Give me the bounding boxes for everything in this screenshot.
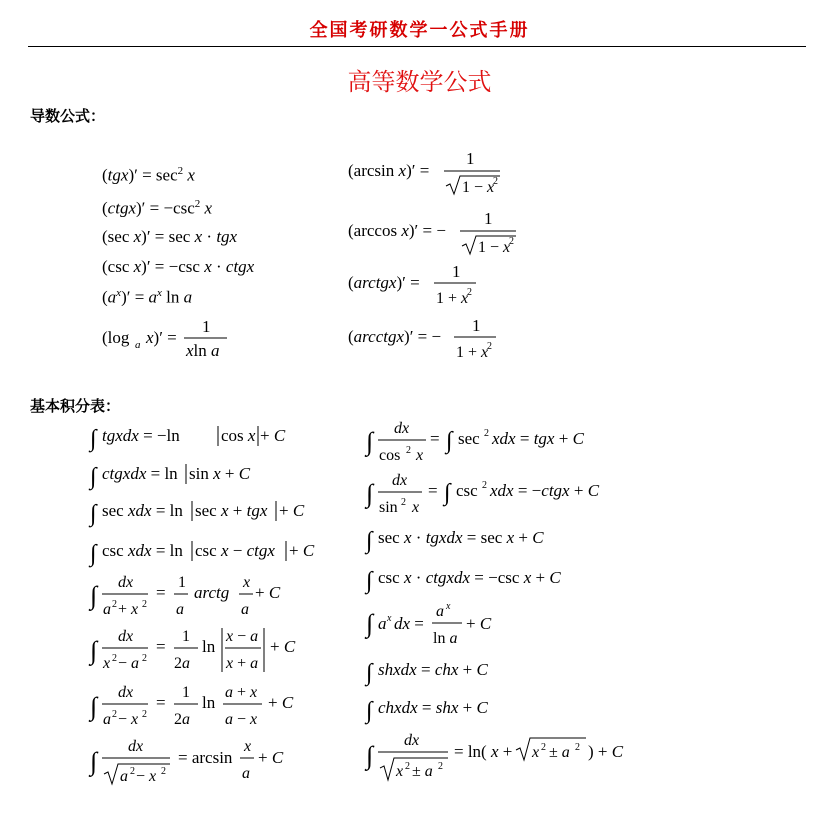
svg-text:csc: csc [456,481,478,500]
svg-text:a + x: a + x [225,684,258,701]
svg-text:∫: ∫ [366,427,374,456]
svg-text:− x: − x [118,711,139,728]
svg-text:) + C: ) + C [588,742,624,761]
svg-text:2: 2 [575,742,580,753]
svg-text:2: 2 [142,599,147,610]
svg-text:2: 2 [467,287,472,298]
svg-text:dx =: dx = [394,614,424,633]
svg-text:∫: ∫ [90,747,98,776]
svg-text:1: 1 [466,149,475,168]
formula-integral-sec [90,497,320,529]
svg-text:2: 2 [112,653,117,664]
svg-text:2: 2 [142,653,147,664]
svg-text:1: 1 [182,628,190,645]
svg-text:xln a: xln a [186,341,220,360]
svg-text:∫: ∫ [366,698,373,724]
formula-derivative-log [102,316,242,360]
svg-text:sec xdx = ln: sec xdx = ln [102,501,183,520]
svg-text:1: 1 [178,574,186,591]
formula-derivative-arccos [348,208,528,258]
formula-integral-ctgx [90,460,280,492]
svg-text:+ C: + C [466,614,492,633]
svg-text:2: 2 [509,236,514,247]
svg-text:1: 1 [472,316,481,335]
svg-text:∫: ∫ [444,480,451,506]
svg-text:2: 2 [484,428,489,439]
svg-text:= arcsin: = arcsin [178,748,233,767]
svg-text:2: 2 [112,599,117,610]
formula-derivative-arctg [348,262,498,310]
svg-text:2: 2 [401,497,406,508]
svg-text:1 − x: 1 − x [462,179,495,196]
svg-text:∫: ∫ [446,428,453,454]
formula-integral-sh [366,656,526,688]
svg-text:+ C: + C [270,637,296,656]
svg-text:a: a [176,601,184,618]
svg-text:(arcctgx)′ = −: (arcctgx)′ = − [348,327,442,346]
svg-text:x: x [387,613,392,624]
formula-integral-sec-tg [366,524,586,556]
svg-text:a: a [242,765,250,782]
formula-integral-ch [366,694,526,726]
svg-text:∫: ∫ [90,501,97,527]
svg-text:=: = [156,583,166,602]
svg-text:=: = [156,693,166,712]
svg-text:∫: ∫ [90,692,98,721]
formula-integral-arcsin [90,736,300,788]
svg-text:sec x + tgx: sec x + tgx [195,501,268,520]
svg-text:2: 2 [112,709,117,720]
svg-text:csc x − ctgx: csc x − ctgx [195,541,275,560]
svg-text:xdx = −ctgx + C: xdx = −ctgx + C [490,481,600,500]
svg-text:cos x: cos x [221,426,256,445]
svg-text:2: 2 [493,176,498,187]
svg-text:∫: ∫ [90,636,98,665]
formula-derivative-arcctg [348,316,508,364]
svg-text:csc xdx = ln: csc xdx = ln [102,541,183,560]
svg-text:dx: dx [118,574,134,591]
svg-text:dx: dx [128,738,144,755]
formula-derivative-exp: $(a^x)' = a^x$ ln a [102,287,193,307]
svg-text:ln: ln [202,693,216,712]
svg-text:1: 1 [182,684,190,701]
svg-text:− a: − a [118,655,140,672]
svg-text:(log: (log [102,328,130,347]
svg-text:a: a [103,711,111,728]
svg-text:(arcsin x)′ =: (arcsin x)′ = [348,161,430,180]
svg-text:=: = [430,429,440,448]
svg-text:x: x [446,601,451,612]
svg-text:+ C: + C [268,693,294,712]
svg-text:1 + x: 1 + x [456,344,489,361]
svg-text:x: x [103,655,111,672]
svg-text:ln: ln [202,637,216,656]
svg-text:x: x [243,574,251,591]
svg-text:sec x · tgxdx = sec x + C: sec x · tgxdx = sec x + C [378,528,544,547]
svg-text:2: 2 [487,341,492,352]
svg-text:∫: ∫ [90,581,98,610]
svg-text:2: 2 [130,766,135,777]
svg-text:a: a [378,614,387,633]
svg-text:= ln( x +: = ln( x + [454,742,513,761]
svg-text:∫: ∫ [90,541,97,567]
svg-text:arctg: arctg [194,583,230,602]
svg-text:1 − x: 1 − x [478,239,511,256]
formula-derivative-csc: (csc x)′ = −csc x · ctgx [102,257,255,276]
svg-text:± a: ± a [549,744,570,761]
svg-text:sin x + C: sin x + C [189,464,251,483]
svg-text:2a: 2a [174,711,190,728]
svg-text:x − a: x − a [226,628,259,645]
page-title: 高等数学公式 [347,68,492,96]
svg-text:(arctgx)′ =: (arctgx)′ = [348,273,420,292]
svg-text:a: a [135,339,141,351]
svg-text:+ x: + x [118,601,139,618]
svg-text:sin: sin [379,499,398,516]
svg-text:+ C: + C [258,748,284,767]
svg-text:x: x [396,763,404,780]
svg-text:2: 2 [142,709,147,720]
section-heading-derivatives: 导数公式： [30,107,106,125]
svg-text:ctgxdx = ln: ctgxdx = ln [102,464,178,483]
svg-text:x: x [412,499,420,516]
svg-text:dx: dx [392,472,408,489]
svg-text:1: 1 [484,209,493,228]
svg-text:a: a [103,601,111,618]
svg-text:x: x [244,738,252,755]
svg-text:dx: dx [118,684,134,701]
svg-text:∫: ∫ [366,660,373,686]
svg-text:dx: dx [394,420,410,437]
svg-text:=: = [428,481,438,500]
svg-text:dx: dx [404,732,420,749]
section-heading-integrals: 基本积分表： [30,397,121,415]
svg-text:∫: ∫ [90,464,97,490]
svg-text:∫: ∫ [366,479,374,508]
formula-integral-sin2 [366,470,636,520]
svg-text:=: = [156,637,166,656]
header-rule [28,46,806,47]
svg-text:a: a [436,603,444,620]
svg-text:± a: ± a [412,763,433,780]
formula-derivative-tgx: $(tgx)' = \sec^2 x$ [102,165,195,185]
formula-integral-csc-ctg [366,564,596,596]
svg-text:+ C: + C [255,583,281,602]
formula-integral-tgx [90,422,286,454]
svg-text:a − x: a − x [225,711,258,728]
svg-text:x: x [416,447,424,464]
formula-derivative-sec: (sec x)′ = sec x · tgx [102,227,238,246]
svg-text:∫: ∫ [366,528,373,554]
svg-text:1: 1 [202,317,211,336]
svg-text:∫: ∫ [366,568,373,594]
svg-text:a: a [241,601,249,618]
svg-text:x: x [532,744,540,761]
svg-text:∫: ∫ [366,609,374,638]
svg-text:tgxdx = −ln: tgxdx = −ln [102,426,180,445]
formula-integral-x2-minus-a2 [90,626,310,676]
svg-text:2: 2 [438,761,443,772]
svg-text:2a: 2a [174,655,190,672]
svg-text:csc x · ctgxdx = −csc x + C: csc x · ctgxdx = −csc x + C [378,568,561,587]
svg-text:∫: ∫ [366,741,374,770]
svg-text:1: 1 [452,262,461,281]
svg-text:(arccos x)′ = −: (arccos x)′ = − [348,221,446,240]
svg-text:2: 2 [406,445,411,456]
svg-text:2: 2 [161,766,166,777]
formula-integral-arctg [90,572,300,620]
svg-text:2: 2 [541,742,546,753]
formula-integral-csc [90,537,330,569]
svg-text:∫: ∫ [90,426,97,452]
svg-text:x + a: x + a [226,655,259,672]
svg-text:+ C: + C [260,426,286,445]
svg-text:+ C: + C [279,501,305,520]
svg-text:sec: sec [458,429,480,448]
svg-text:xdx = tgx + C: xdx = tgx + C [492,429,584,448]
svg-text:a: a [120,768,128,785]
svg-text:x)′ =: x)′ = [146,328,177,347]
svg-text:− x: − x [136,768,157,785]
header-title: 全国考研数学一公式手册 [309,20,530,41]
svg-text:2: 2 [482,480,487,491]
formula-integral-exp [366,600,526,650]
formula-integral-sqrt-x2-pm-a2 [366,730,646,786]
svg-text:shxdx = chx + C: shxdx = chx + C [378,660,488,679]
svg-text:cos: cos [379,447,401,464]
svg-text:chxdx = shx + C: chxdx = shx + C [378,698,488,717]
formula-derivative-arcsin [348,148,518,198]
formula-integral-cos2 [366,418,626,468]
formula-integral-a2-minus-x2 [90,682,310,730]
svg-text:+ C: + C [289,541,315,560]
formula-derivative-ctgx: (ctgx)′ = $-\csc^2$ x [102,198,213,218]
svg-text:2: 2 [405,761,410,772]
svg-text:ln a: ln a [433,630,458,647]
svg-text:dx: dx [118,628,134,645]
svg-text:1 + x: 1 + x [436,290,469,307]
